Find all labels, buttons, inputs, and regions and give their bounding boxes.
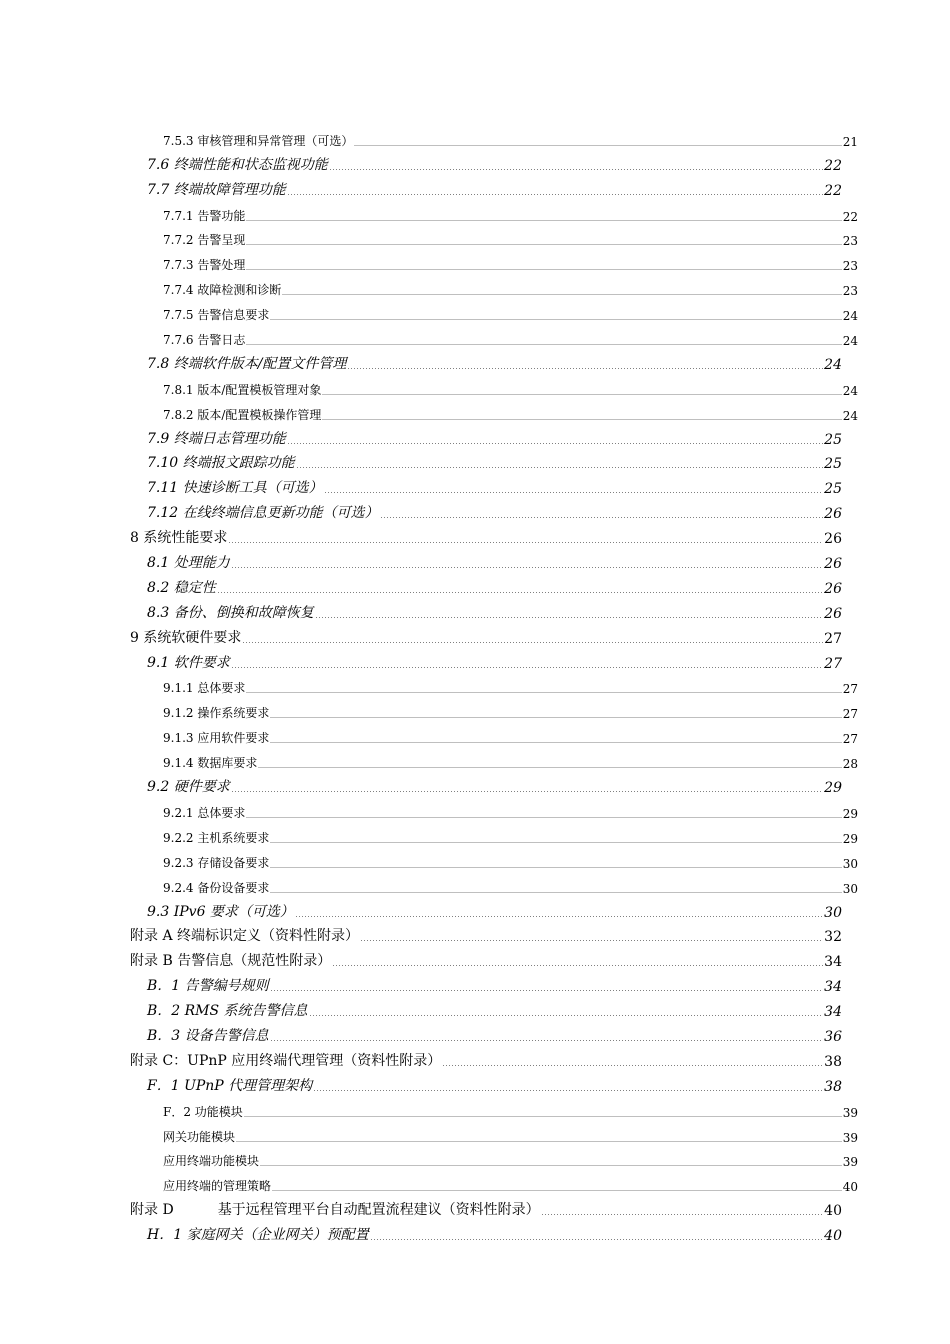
toc-entry[interactable] — [0, 721, 858, 746]
toc-entry-title: 9.2 硬件要求 — [147, 779, 230, 796]
toc-entry[interactable] — [0, 746, 858, 771]
toc-entry-page: 30 — [824, 904, 842, 921]
toc-entry[interactable] — [0, 945, 842, 970]
toc-dot-leader — [296, 467, 824, 468]
toc-entry[interactable] — [0, 323, 858, 348]
toc-entry[interactable] — [0, 1219, 842, 1244]
toc-entry-page: 27 — [824, 630, 842, 647]
toc-entry-title: 8 系统性能要求 — [130, 530, 228, 547]
toc-entry-page: 27 — [842, 682, 858, 697]
toc-entry-page: 23 — [842, 284, 858, 299]
toc-entry-page: 30 — [842, 856, 858, 871]
toc-dot-leader — [270, 892, 841, 893]
toc-entry-title: 7.6 终端性能和状态监视功能 — [147, 156, 328, 173]
toc-entry[interactable] — [0, 821, 858, 846]
table-of-contents — [0, 124, 950, 1244]
toc-entry-page: 39 — [842, 1105, 858, 1120]
toc-entry-title: 附录 B 告警信息（规范性附录） — [130, 953, 332, 970]
toc-entry[interactable] — [0, 1045, 842, 1070]
toc-entry[interactable] — [0, 298, 858, 323]
toc-entry[interactable] — [0, 472, 842, 497]
toc-entry-page: 39 — [842, 1155, 858, 1170]
toc-dot-leader — [246, 269, 841, 270]
toc-entry-title — [130, 1199, 541, 1219]
toc-dot-leader — [246, 344, 841, 345]
toc-dot-leader — [258, 767, 841, 768]
toc-dot-leader — [246, 817, 841, 818]
toc-dot-leader — [360, 940, 823, 941]
toc-entry-page: 27 — [842, 707, 858, 722]
toc-entry-page: 21 — [842, 134, 858, 149]
toc-entry-title: 应用终端功能模块 — [163, 1154, 260, 1169]
toc-entry-title-label: 附录 D — [130, 1202, 174, 1219]
toc-entry[interactable] — [0, 672, 858, 697]
toc-entry-page: 32 — [824, 929, 842, 946]
toc-dot-leader — [354, 145, 841, 146]
toc-entry-page: 38 — [824, 1053, 842, 1070]
toc-dot-leader — [347, 368, 823, 369]
toc-entry-page: 40 — [842, 1180, 858, 1195]
toc-entry-title: 7.7.2 告警呈现 — [163, 233, 246, 248]
toc-entry-title: 应用终端的管理策略 — [163, 1179, 272, 1194]
toc-dot-leader — [313, 1090, 823, 1091]
toc-dot-leader — [282, 294, 841, 295]
toc-entry-title: 附录 A 终端标识定义（资料性附录） — [130, 928, 360, 945]
toc-entry[interactable] — [0, 1070, 842, 1095]
toc-dot-leader — [270, 742, 841, 743]
toc-entry-title: 7.7.1 告警功能 — [163, 208, 246, 223]
toc-dot-leader — [236, 1141, 842, 1142]
toc-entry-page: 24 — [842, 309, 858, 324]
toc-dot-leader — [541, 1214, 823, 1215]
toc-entry-page: 27 — [842, 732, 858, 747]
toc-entry-page: 25 — [824, 431, 842, 448]
toc-entry-page: 40 — [824, 1228, 842, 1245]
toc-entry-page: 26 — [824, 605, 842, 622]
toc-entry[interactable] — [0, 124, 858, 149]
toc-entry-title: 7.12 在线终端信息更新功能（可选） — [147, 505, 379, 522]
toc-entry[interactable] — [0, 1120, 858, 1145]
toc-entry-page: 22 — [824, 182, 842, 199]
toc-entry[interactable] — [0, 970, 842, 995]
toc-entry-title: 7.10 终端报文跟踪功能 — [147, 455, 295, 472]
toc-entry[interactable] — [0, 547, 842, 572]
toc-entry[interactable] — [0, 423, 842, 448]
toc-entry-title: 7.8.1 版本/配置模板管理对象 — [163, 382, 322, 397]
toc-entry-page: 27 — [824, 655, 842, 672]
toc-dot-leader — [270, 319, 841, 320]
toc-entry-title: 9.2.2 主机系统要求 — [163, 830, 270, 845]
toc-dot-leader — [332, 965, 823, 966]
toc-entry-title: 7.5.3 审核管理和异常管理（可选） — [163, 133, 354, 148]
toc-entry[interactable] — [0, 348, 842, 373]
toc-dot-leader — [442, 1065, 823, 1066]
toc-entry[interactable] — [0, 696, 858, 721]
toc-entry-page: 23 — [842, 259, 858, 274]
toc-entry[interactable] — [0, 199, 858, 224]
toc-entry-page: 24 — [824, 356, 842, 373]
toc-dot-leader — [270, 867, 841, 868]
toc-entry-page: 26 — [824, 506, 842, 523]
toc-dot-leader — [231, 791, 823, 792]
toc-entry-title-rest: 基于远程管理平台自动配置流程建议（资料性附录） — [217, 1202, 540, 1219]
toc-dot-leader — [228, 542, 823, 543]
toc-dot-leader — [287, 194, 823, 195]
toc-entry-title: 7.7 终端故障管理功能 — [147, 181, 286, 198]
toc-entry-page: 34 — [824, 954, 842, 971]
toc-entry[interactable] — [0, 796, 858, 821]
toc-entry-title: 8.2 稳定性 — [147, 579, 216, 596]
toc-entry-page: 34 — [824, 979, 842, 996]
toc-entry-title: 7.7.3 告警处理 — [163, 258, 246, 273]
toc-entry-title: 9.1 软件要求 — [147, 654, 230, 671]
toc-entry[interactable] — [0, 1020, 842, 1045]
toc-dot-leader — [246, 244, 841, 245]
toc-entry-title: 附录 C：UPnP 应用终端代理管理（资料性附录） — [130, 1052, 442, 1069]
toc-entry-title: 8.1 处理能力 — [147, 555, 230, 572]
toc-entry[interactable] — [0, 1169, 858, 1194]
toc-entry-title: 9.2.4 备份设备要求 — [163, 880, 270, 895]
toc-entry[interactable] — [0, 921, 842, 946]
toc-entry-title: B．1 告警编号规则 — [147, 978, 269, 995]
toc-entry-title: 9.1.1 总体要求 — [163, 681, 246, 696]
toc-entry[interactable] — [0, 149, 842, 174]
toc-entry-title: H．1 家庭网关（企业网关）预配置 — [147, 1227, 369, 1244]
toc-entry-page: 29 — [824, 780, 842, 797]
toc-entry[interactable] — [0, 1194, 842, 1219]
toc-entry[interactable] — [0, 497, 842, 522]
toc-dot-leader — [315, 617, 823, 618]
toc-entry-title: 9.1.2 操作系统要求 — [163, 706, 270, 721]
toc-entry[interactable] — [0, 846, 858, 871]
toc-entry-page: 25 — [824, 456, 842, 473]
toc-entry-title: 7.8.2 版本/配置模板操作管理 — [163, 407, 322, 422]
toc-entry-page: 22 — [824, 157, 842, 174]
toc-entry[interactable] — [0, 448, 842, 473]
toc-entry-page: 28 — [842, 757, 858, 772]
toc-entry-title: F．2 功能模块 — [163, 1104, 243, 1119]
toc-entry[interactable] — [0, 273, 858, 298]
toc-entry-title: 9 系统软硬件要求 — [130, 629, 242, 646]
toc-entry-page: 22 — [842, 209, 858, 224]
toc-entry-page: 26 — [824, 580, 842, 597]
toc-entry-page: 36 — [824, 1028, 842, 1045]
toc-entry[interactable] — [0, 995, 842, 1020]
toc-entry-page: 38 — [824, 1078, 842, 1095]
toc-dot-leader — [270, 717, 841, 718]
toc-entry[interactable] — [0, 248, 858, 273]
toc-dot-leader — [246, 220, 841, 221]
toc-entry-page: 39 — [842, 1130, 858, 1145]
toc-dot-leader — [270, 842, 841, 843]
toc-dot-leader — [322, 394, 841, 395]
toc-entry-page: 34 — [824, 1004, 842, 1021]
toc-entry[interactable] — [0, 373, 858, 398]
toc-entry-page: 26 — [824, 556, 842, 573]
toc-dot-leader — [231, 667, 823, 668]
toc-entry-title: 9.2.3 存储设备要求 — [163, 855, 270, 870]
toc-dot-leader — [272, 1190, 842, 1191]
toc-dot-leader — [329, 169, 823, 170]
toc-entry[interactable] — [0, 1095, 858, 1120]
toc-entry[interactable] — [0, 622, 842, 647]
toc-entry-page: 25 — [824, 481, 842, 498]
toc-entry[interactable] — [0, 522, 842, 547]
toc-entry-title: 网关功能模块 — [163, 1129, 236, 1144]
toc-dot-leader — [242, 642, 823, 643]
toc-dot-leader — [309, 1015, 824, 1016]
toc-entry-title: 9.1.3 应用软件要求 — [163, 731, 270, 746]
toc-entry[interactable] — [0, 896, 842, 921]
toc-entry-title: B．2 RMS 系统告警信息 — [147, 1003, 308, 1020]
toc-entry-title: 7.11 快速诊断工具（可选） — [147, 480, 323, 497]
toc-entry-page: 29 — [842, 831, 858, 846]
toc-entry-title: B．3 设备告警信息 — [147, 1027, 269, 1044]
toc-dot-leader — [217, 592, 823, 593]
toc-dot-leader — [246, 692, 841, 693]
toc-entry-title: 7.8 终端软件版本/配置文件管理 — [147, 355, 347, 372]
toc-entry[interactable] — [0, 597, 842, 622]
toc-entry-page: 24 — [842, 383, 858, 398]
toc-entry-title: 9.1.4 数据库要求 — [163, 756, 258, 771]
toc-entry-title: 7.7.6 告警日志 — [163, 333, 246, 348]
toc-dot-leader — [380, 517, 824, 518]
toc-entry-page: 29 — [842, 806, 858, 821]
toc-entry-page: 26 — [824, 531, 842, 548]
toc-entry[interactable] — [0, 174, 842, 199]
toc-dot-leader — [324, 492, 824, 493]
toc-dot-leader — [270, 1040, 824, 1041]
toc-dot-leader — [244, 1116, 842, 1117]
toc-entry[interactable] — [0, 1145, 858, 1170]
toc-dot-leader — [260, 1165, 842, 1166]
toc-entry[interactable] — [0, 572, 842, 597]
toc-entry[interactable] — [0, 771, 842, 796]
toc-entry-title: 9.3 IPv6 要求（可选） — [147, 903, 294, 920]
toc-dot-leader — [295, 916, 823, 917]
toc-entry-title: 9.2.1 总体要求 — [163, 805, 246, 820]
toc-entry-title: 7.7.4 故障检测和诊断 — [163, 283, 282, 298]
toc-entry[interactable] — [0, 398, 858, 423]
toc-entry[interactable] — [0, 871, 858, 896]
toc-entry-title: 7.7.5 告警信息要求 — [163, 308, 270, 323]
toc-entry-page: 30 — [842, 881, 858, 896]
toc-entry-page: 23 — [842, 234, 858, 249]
toc-dot-leader — [370, 1239, 824, 1240]
toc-dot-leader — [322, 419, 841, 420]
toc-entry[interactable] — [0, 224, 858, 249]
toc-entry-title: 7.9 终端日志管理功能 — [147, 430, 286, 447]
toc-entry[interactable] — [0, 647, 842, 672]
toc-entry-title: 8.3 备份、倒换和故障恢复 — [147, 604, 314, 621]
toc-entry-page: 24 — [842, 334, 858, 349]
toc-dot-leader — [231, 567, 823, 568]
toc-entry-title: F．1 UPnP 代理管理架构 — [147, 1077, 313, 1094]
toc-dot-leader — [270, 990, 824, 991]
toc-dot-leader — [287, 443, 823, 444]
toc-entry-page: 40 — [824, 1203, 842, 1220]
toc-entry-page: 24 — [842, 408, 858, 423]
